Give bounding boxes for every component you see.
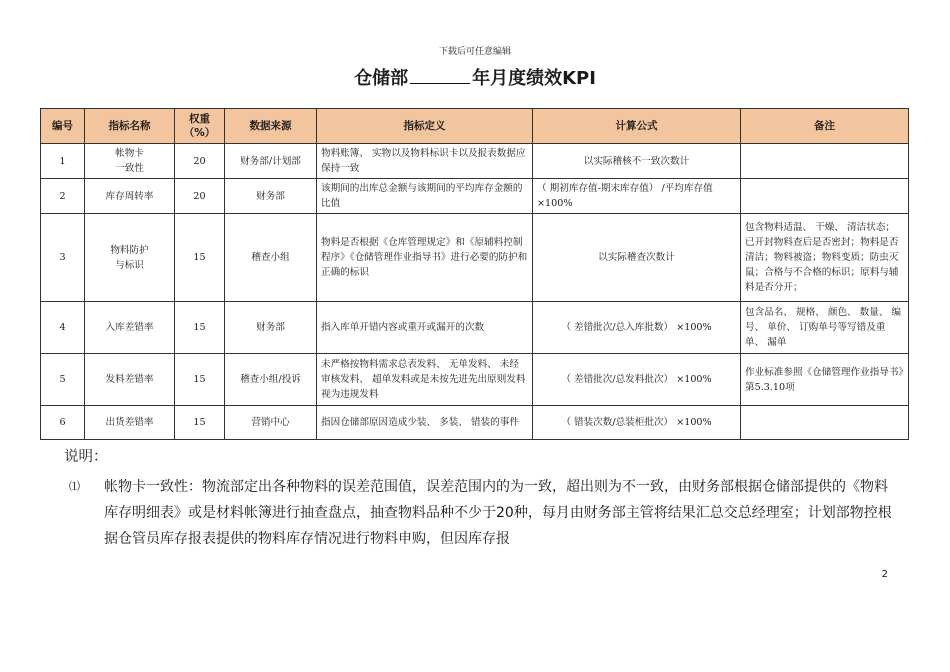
cell-definition: 物料账簿、 实物以及物料标识卡以及报表数据应保持一致 bbox=[317, 144, 533, 179]
cell-source: 财务部/计划部 bbox=[225, 144, 317, 179]
note-number: ⑴ bbox=[69, 480, 80, 493]
cell-definition: 该期间的出库总金额与该期间的平均库存金额的比值 bbox=[317, 179, 533, 214]
cell-weight: 15 bbox=[175, 302, 225, 354]
cell-formula: （ 期初库存值-期末库存值） /平均库存值×100% bbox=[533, 179, 741, 214]
cell-source: 稽查小组 bbox=[225, 214, 317, 302]
cell-formula: 以实际稽核不一致次数计 bbox=[533, 144, 741, 179]
cell-name: 发料差错率 bbox=[85, 354, 175, 406]
cell-no: 5 bbox=[41, 354, 85, 406]
title-prefix: 仓储部 bbox=[354, 68, 409, 89]
header-formula: 计算公式 bbox=[533, 109, 741, 144]
cell-no: 3 bbox=[41, 214, 85, 302]
cell-weight: 20 bbox=[175, 179, 225, 214]
table-row bbox=[41, 179, 909, 214]
cell-definition: 指入库单开错内容或重开或漏开的次数 bbox=[317, 302, 533, 354]
cell-no: 6 bbox=[41, 406, 85, 440]
cell-source: 稽查小组/投诉 bbox=[225, 354, 317, 406]
cell-no: 2 bbox=[41, 179, 85, 214]
cell-remark bbox=[741, 144, 909, 179]
cell-source: 财务部 bbox=[225, 179, 317, 214]
table-row bbox=[41, 214, 909, 302]
cell-name: 帐物卡 一致性 bbox=[85, 144, 175, 179]
cell-definition: 未严格按物料需求总表发料、 无单发料、 未经审核发料、 超单发料或是未按先进先出原则发料视为违规发料 bbox=[317, 354, 533, 406]
table-header-row bbox=[41, 109, 909, 144]
cell-source: 营销中心 bbox=[225, 406, 317, 440]
notes-section bbox=[64, 446, 894, 552]
cell-name: 物料防护 与标识 bbox=[85, 214, 175, 302]
table-row bbox=[41, 354, 909, 406]
cell-remark: 包含物料适温、 干燥、 清洁状态；已开封物料查后是否密封；物料是否清洁；物料被盗；物料变质；防虫灭鼠；合格与不合格的标识；原料与辅料是否分开； bbox=[741, 214, 909, 302]
cell-formula: （ 差错批次/总发料批次） ×100% bbox=[533, 354, 741, 406]
note-text: 帐物卡一致性：物流部定出各种物料的误差范围值，误差范围内的为一致，超出则为不一致，由财务部根据仓储部提供的《物料库存明细表》或是材料帐簿进行抽查盘点，抽查物料品种不少于20种，每月由财务部主管将结果汇总交总经理室；计划部物控根据仓管员库存报表提供的物料库存情况进行物料申购，但因库存报 bbox=[104, 479, 892, 547]
header-remark: 备注 bbox=[741, 109, 909, 144]
cell-remark: 作业标准参照《仓储管理作业指导书》第5.3.10项 bbox=[741, 354, 909, 406]
cell-definition: 指因仓储部原因造成少装、 多装、 错装的事件 bbox=[317, 406, 533, 440]
header-source: 数据来源 bbox=[225, 109, 317, 144]
page-title bbox=[0, 64, 950, 90]
cell-weight: 15 bbox=[175, 354, 225, 406]
cell-name: 出货差错率 bbox=[85, 406, 175, 440]
download-note: 下载后可任意编辑 bbox=[438, 47, 511, 57]
table-row bbox=[41, 144, 909, 179]
cell-source: 财务部 bbox=[225, 302, 317, 354]
header-weight: 权重 （%） bbox=[175, 109, 225, 144]
kpi-table bbox=[40, 108, 909, 440]
title-blank-line bbox=[410, 69, 470, 84]
cell-weight: 15 bbox=[175, 406, 225, 440]
cell-weight: 20 bbox=[175, 144, 225, 179]
title-suffix: 年月度绩效KPI bbox=[472, 68, 596, 89]
page-number: 2 bbox=[881, 569, 888, 580]
header-definition: 指标定义 bbox=[317, 109, 533, 144]
notes-label: 说明： bbox=[64, 449, 108, 465]
cell-formula: 以实际稽查次数计 bbox=[533, 214, 741, 302]
cell-formula: （ 差错批次/总入库批数） ×100% bbox=[533, 302, 741, 354]
cell-no: 1 bbox=[41, 144, 85, 179]
cell-name: 库存周转率 bbox=[85, 179, 175, 214]
cell-formula: （ 错装次数/总装柜批次） ×100% bbox=[533, 406, 741, 440]
cell-definition: 物料是否根据《仓库管理规定》和《原辅料控制程序》《仓储管理作业指导书》进行必要的防护和正确的标识 bbox=[317, 214, 533, 302]
cell-remark bbox=[741, 406, 909, 440]
header-no: 编号 bbox=[41, 109, 85, 144]
cell-remark: 包含品名、 规格、 颜色、 数量、 编号、 单价、 订购单号等写错及重单、 漏单 bbox=[741, 302, 909, 354]
table-row bbox=[41, 302, 909, 354]
cell-remark bbox=[741, 179, 909, 214]
cell-no: 4 bbox=[41, 302, 85, 354]
header-name: 指标名称 bbox=[85, 109, 175, 144]
cell-weight: 15 bbox=[175, 214, 225, 302]
table-row bbox=[41, 406, 909, 440]
cell-name: 入库差错率 bbox=[85, 302, 175, 354]
note-item bbox=[64, 474, 894, 552]
